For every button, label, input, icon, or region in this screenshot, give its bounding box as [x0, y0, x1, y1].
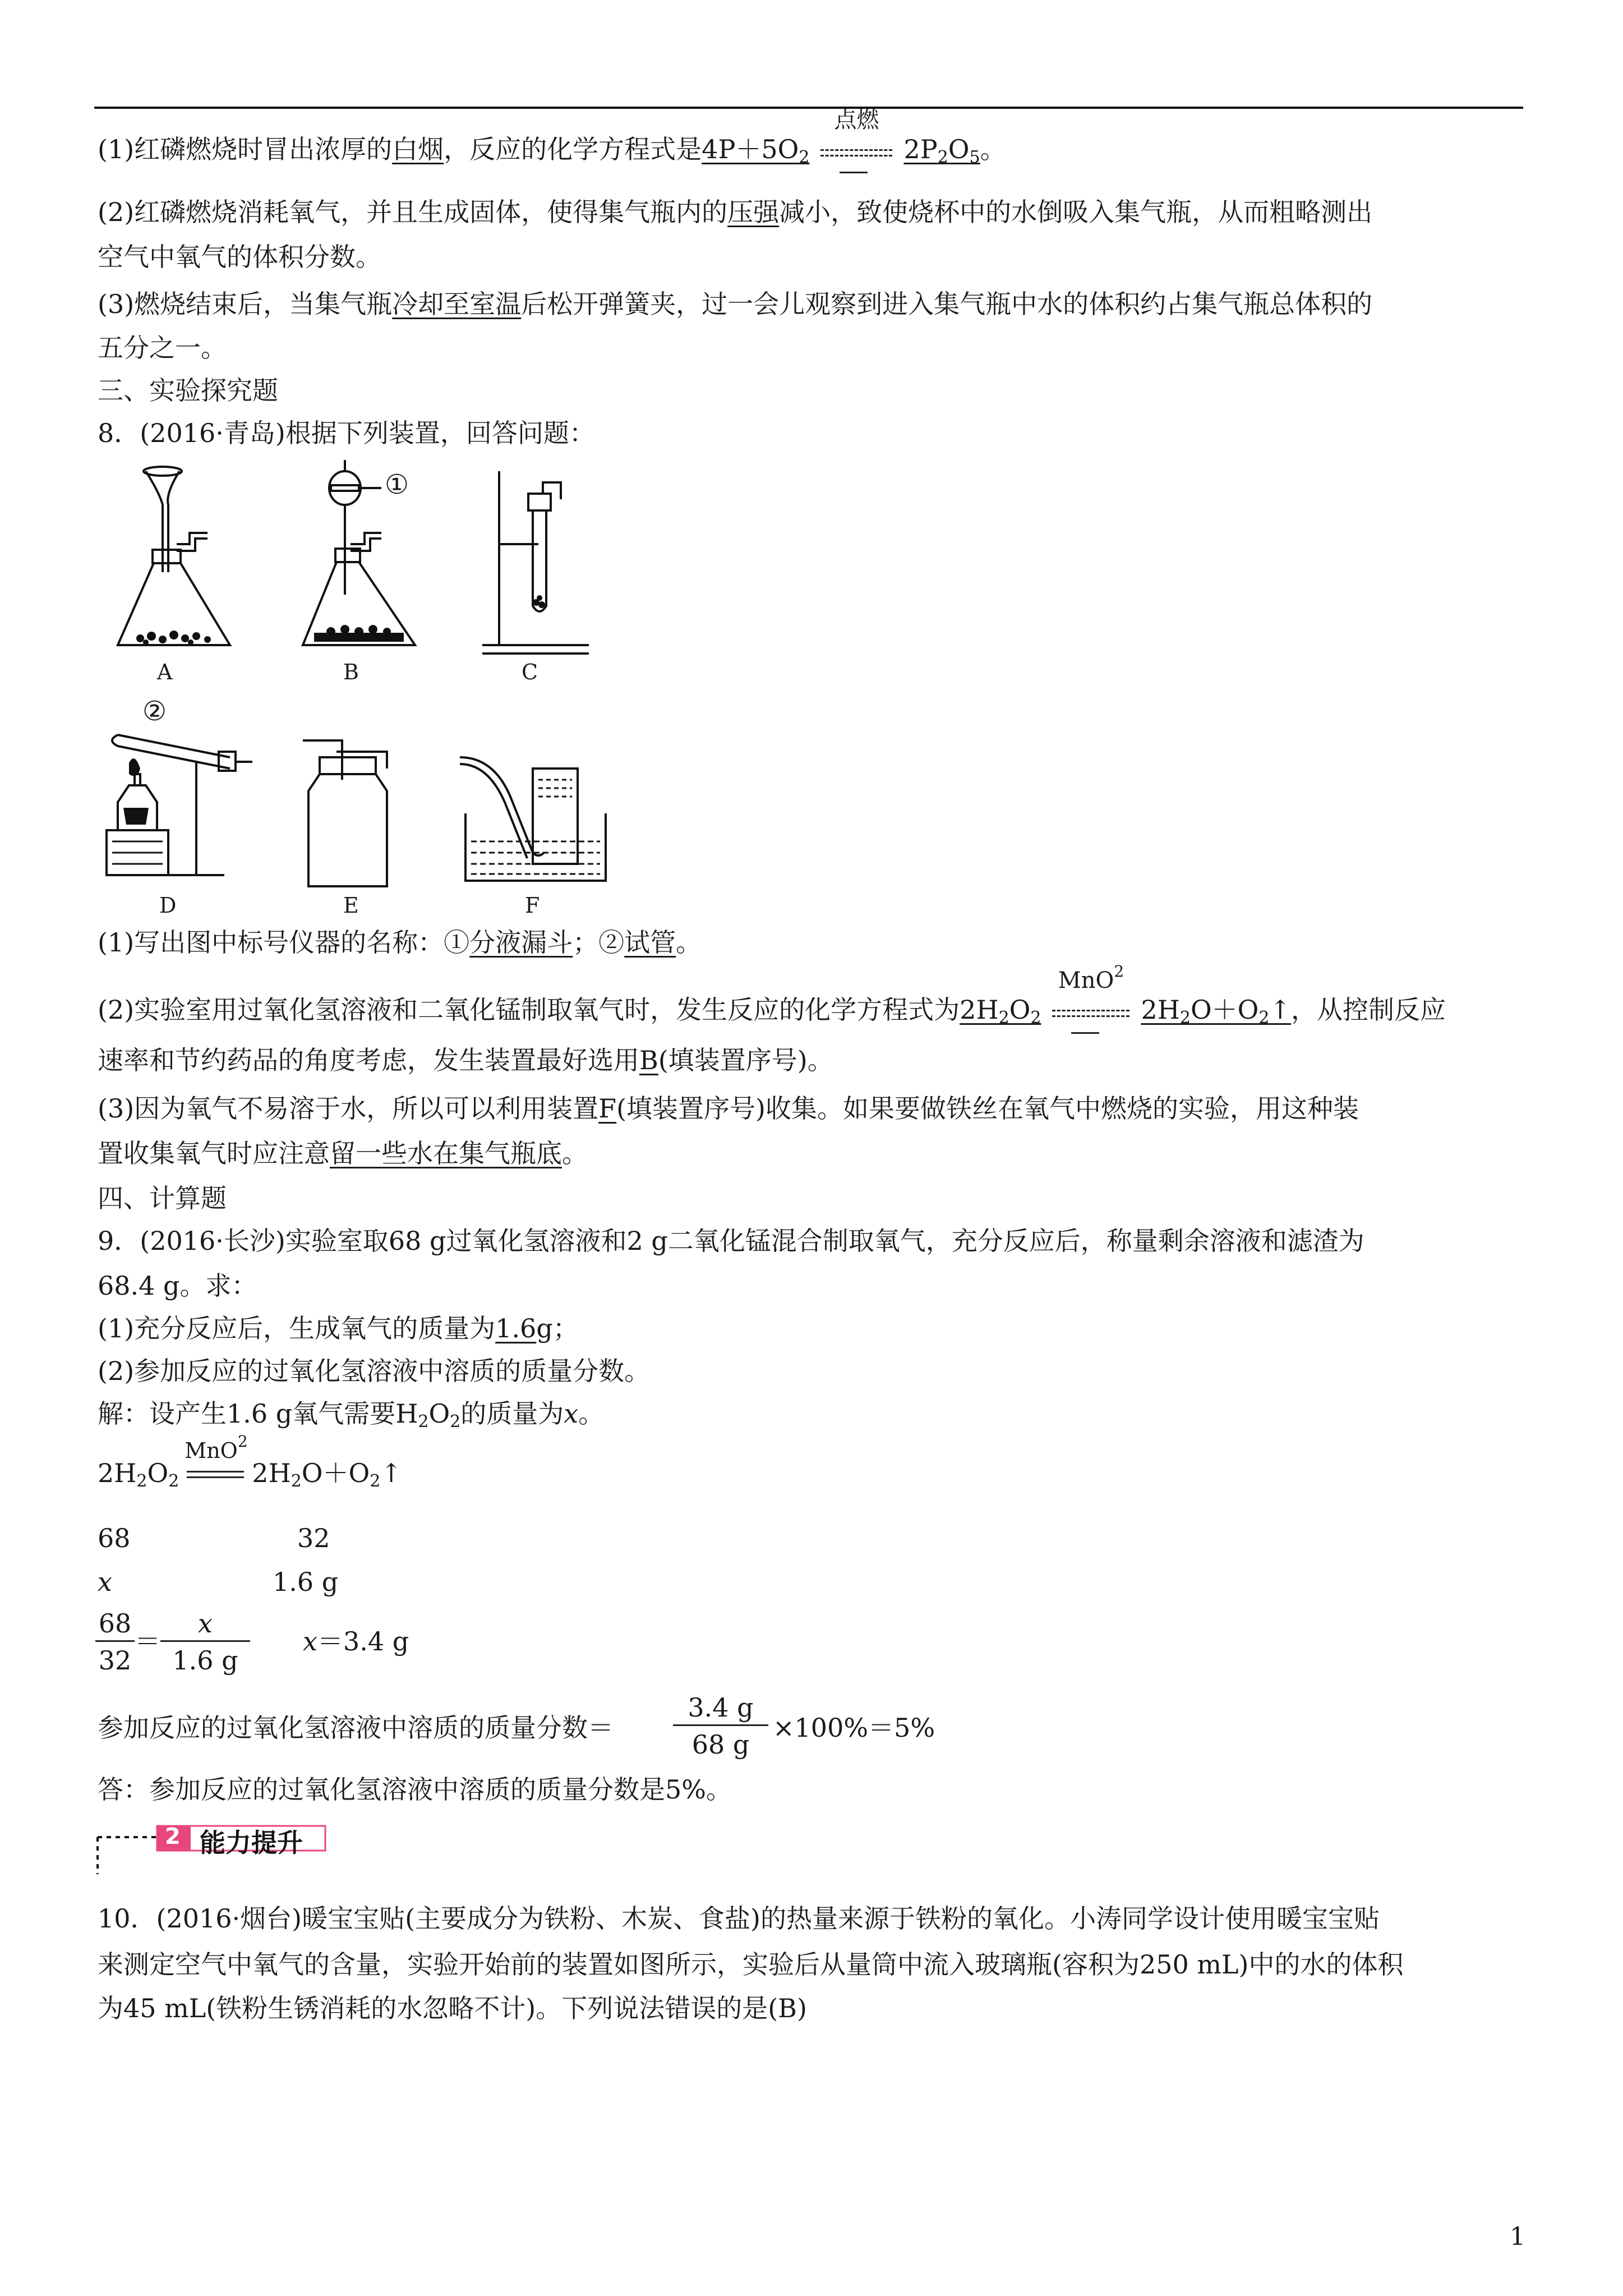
- calc-mass-68: 68: [98, 1523, 131, 1553]
- marker-2: ②: [142, 696, 167, 727]
- fraction-mass: 3.4 g 68 g: [673, 1692, 768, 1760]
- text-line-5: 五分之一。: [98, 333, 227, 363]
- mass-fraction-result: ×100%＝5%: [773, 1713, 935, 1743]
- answer-blank: 冷却至室温: [392, 289, 522, 319]
- figure-label-d: D: [159, 893, 177, 918]
- answer-statement: 答：参加反应的过氧化氢溶液中溶质的质量分数是5%。: [98, 1774, 732, 1805]
- figure-label-b: B: [343, 660, 359, 684]
- reaction-condition: MnO$^2$: [185, 1456, 246, 1490]
- section-heading-4: 四、计算题: [98, 1183, 227, 1213]
- question-8-part-2: (2)实验室用过氧化氢溶液和二氧化锰制取氧气时，发生反应的化学方程式为$2H_2O_2$ MnO$^2$ $2H_2O+O_2↑$，从控制反应: [98, 993, 1446, 1027]
- fraction-68-32: 68 32: [95, 1608, 135, 1676]
- page-number: 1: [1510, 2223, 1525, 2251]
- calc-x: x: [98, 1567, 112, 1597]
- reaction-condition: MnO$^2$: [1049, 993, 1133, 1027]
- question-9-part-1: (1)充分反应后，生成氧气的质量为1.6g；: [98, 1313, 579, 1343]
- section-badge: [95, 1820, 331, 1876]
- equation-reactant: $2H_2O_2$: [960, 995, 1041, 1028]
- answer-blank: 1.6: [495, 1313, 537, 1343]
- mass-fraction-label: 参加反应的过氧化氢溶液中溶质的质量分数＝: [98, 1713, 614, 1743]
- equation-product: $2P_2O_5$: [903, 134, 980, 167]
- x-result: x＝3.4 g: [303, 1626, 409, 1657]
- question-8-part-1: (1)写出图中标号仪器的名称：①分液漏斗；②试管。: [98, 927, 702, 958]
- equation-product: $2H_2O+O_2↑$: [1141, 995, 1292, 1028]
- text-line-3: 空气中氧气的体积分数。: [98, 242, 381, 272]
- answer-blank: 白烟: [392, 134, 444, 164]
- answer-blank: 试管: [624, 927, 676, 958]
- question-8-part-3: (3)因为氧气不易溶于水，所以可以利用装置F(填装置序号)收集。如果要做铁丝在氧气中燃烧的实验，用这种装: [98, 1093, 1359, 1124]
- apparatus-e-figure: [297, 735, 409, 892]
- badge-label: 能力提升: [200, 1828, 303, 1858]
- apparatus-c-figure: [477, 460, 611, 662]
- badge-number: 2: [165, 1824, 181, 1849]
- figure-label-e: E: [343, 893, 359, 918]
- text: ，反应的化学方程式是: [444, 134, 702, 164]
- marker-1: ①: [385, 469, 409, 500]
- section-heading-3: 三、实验探究题: [98, 375, 278, 406]
- calc-1-6g: 1.6 g: [273, 1567, 339, 1597]
- text-line-1: (1)红磷燃烧时冒出浓厚的白烟，反应的化学方程式是$4P+5O_2$ 点燃 $2P_2O_5$。: [98, 132, 1006, 166]
- answer-blank: 留一些水在集气瓶底: [330, 1138, 562, 1168]
- header-rule: [94, 107, 1523, 109]
- fraction-x-1-6g: x 1.6 g: [160, 1608, 250, 1676]
- solution-equation: $2H_2O_2$ MnO$^2$ $2H_2O+O_2↑$: [98, 1432, 402, 1491]
- question-9-cont: 68.4 g。求：: [98, 1271, 257, 1301]
- answer-blank: B: [639, 1045, 658, 1075]
- question-10-cont-2: 为45 mL(铁粉生锈消耗的水忽略不计)。下列说法错误的是(B): [98, 1993, 807, 2023]
- apparatus-f-figure: [449, 740, 617, 886]
- equals: ＝: [135, 1626, 160, 1657]
- answer-blank: F: [598, 1093, 617, 1124]
- question-8-part-2-cont: 速率和节约药品的角度考虑，发生装置最好选用B(填装置序号)。: [98, 1045, 833, 1075]
- text: (1)红磷燃烧时冒出浓厚的: [98, 134, 393, 164]
- apparatus-a-figure: [107, 460, 241, 662]
- apparatus-d-figure: [95, 696, 258, 886]
- answer-blank: 压强: [727, 197, 780, 227]
- question-9-part-2: (2)参加反应的过氧化氢溶液中溶质的质量分数。: [98, 1356, 651, 1386]
- question-8-part-3-cont: 置收集氧气时应注意留一些水在集气瓶底。: [98, 1138, 588, 1168]
- equation: $4P+5O_2$: [702, 134, 810, 167]
- apparatus-b-figure: [297, 454, 443, 662]
- question-10-cont-1: 来测定空气中氧气的含量，实验开始前的装置如图所示，实验后从量筒中流入玻璃瓶(容积为250 mL)中的水的体积: [98, 1949, 1404, 1980]
- text-line-2: (2)红磷燃烧消耗氧气，并且生成固体，使得集气瓶内的压强减小，致使烧杯中的水倒吸入集气瓶，从而粗略测出: [98, 197, 1373, 227]
- answer-blank: 分液漏斗: [469, 927, 573, 958]
- question-9: 9．(2016·长沙)实验室取68 g过氧化氢溶液和2 g二氧化锰混合制取氧气，充分反应后，称量剩余溶液和滤渣为: [98, 1226, 1364, 1256]
- figure-label-a: A: [157, 660, 173, 684]
- calc-mass-32: 32: [297, 1523, 330, 1553]
- question-8: 8．(2016·青岛)根据下列装置，回答问题：: [98, 418, 595, 448]
- solution-setup: 解：设产生1.6 g氧气需要$H_2O_2$的质量为x。: [98, 1398, 605, 1432]
- figure-label-f: F: [525, 893, 540, 918]
- reaction-condition: 点燃: [817, 132, 896, 166]
- text-line-4: (3)燃烧结束后，当集气瓶冷却至室温后松开弹簧夹，过一会儿观察到进入集气瓶中水的体积约占集气瓶总体积的: [98, 289, 1373, 319]
- question-10: 10．(2016·烟台)暖宝宝贴(主要成分为铁粉、木炭、食盐)的热量来源于铁粉的氧化。小涛同学设计使用暖宝宝贴: [98, 1903, 1380, 1934]
- figure-label-c: C: [522, 660, 538, 684]
